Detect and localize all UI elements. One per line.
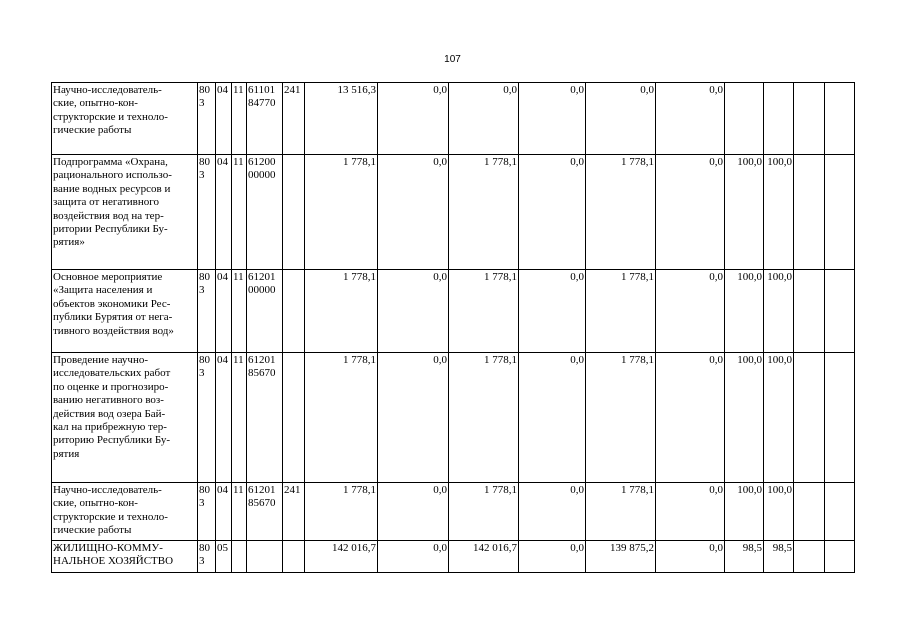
code-target-article [247,83,283,155]
value-v1: 1 778,1 [305,155,378,270]
row-name-line: ванию негативного воз- [53,394,164,407]
row-name [52,270,198,353]
value-v3: 1 778,1 [449,270,519,353]
row-name-line: структорские и техноло- [53,110,168,123]
row-name-line: Проведение научно- [53,354,148,366]
value-v4: 0,0 [519,483,586,541]
code-subsection [232,541,247,573]
table-row [52,353,855,483]
value-v3: 0,0 [449,83,519,155]
page-number: 107 [444,54,461,65]
code-subsection: 11 [232,353,247,483]
row-name-line: Научно-исследователь- [53,84,162,96]
value-v5: 139 875,2 [586,541,656,573]
value-v5: 1 778,1 [586,155,656,270]
row-name-line: структорские и техноло- [53,510,168,523]
value-v2: 0,0 [378,155,449,270]
row-name-line: рятия [53,447,80,460]
value-v3: 1 778,1 [449,155,519,270]
code-ministry: 803 [198,353,216,483]
code-target-article-line: 61201 [248,271,276,283]
value-v6: 0,0 [656,270,725,353]
code-ministry: 803 [198,541,216,573]
code-target-article-line: 61201 [248,484,276,496]
value-v1: 1 778,1 [305,483,378,541]
row-name-line: по оценке и прогнозиро- [53,380,169,393]
code-subsection: 11 [232,483,247,541]
row-name-line: объектов экономики Рес- [53,297,171,310]
row-name-line: воздействия вод на тер- [53,209,164,222]
value-v9 [794,483,825,541]
row-name-line: рационального использо- [53,169,172,182]
value-v3: 1 778,1 [449,483,519,541]
value-v4: 0,0 [519,83,586,155]
row-name-line: Подпрограмма «Охрана, [53,156,168,168]
row-name-line: ские, опытно-кон- [53,97,138,110]
row-name-line: вание водных ресурсов и [53,182,171,195]
code-section: 04 [216,155,232,270]
value-v7: 100,0 [725,483,764,541]
value-empty [825,270,855,353]
value-v4: 0,0 [519,541,586,573]
value-v4: 0,0 [519,155,586,270]
code-target-article-line: 84770 [248,97,276,110]
row-name [52,483,198,541]
value-v6: 0,0 [656,353,725,483]
code-target-article [247,541,283,573]
code-ministry: 803 [198,270,216,353]
value-v9 [794,541,825,573]
value-v3: 1 778,1 [449,353,519,483]
value-v5: 1 778,1 [586,483,656,541]
value-v5: 1 778,1 [586,270,656,353]
value-v7: 100,0 [725,155,764,270]
value-v2: 0,0 [378,541,449,573]
code-section: 04 [216,83,232,155]
code-target-article-line: 00000 [248,169,276,182]
row-name-line: защита от негативного [53,196,159,209]
code-target-article [247,483,283,541]
row-name [52,353,198,483]
row-name-line: «Защита населения и [53,284,153,297]
budget-table [51,82,855,573]
code-ministry: 803 [198,155,216,270]
value-v2: 0,0 [378,270,449,353]
row-name [52,83,198,155]
code-target-article [247,353,283,483]
code-section: 04 [216,483,232,541]
code-expense-type [283,353,305,483]
code-target-article-line: 61200 [248,156,276,168]
row-name-line: исследовательских работ [53,367,171,380]
table-row [52,541,855,573]
value-v7: 100,0 [725,270,764,353]
value-v8: 100,0 [764,155,794,270]
row-name-line: гические работы [53,124,132,137]
value-v3: 142 016,7 [449,541,519,573]
value-v8: 100,0 [764,353,794,483]
value-v9 [794,155,825,270]
value-empty [825,155,855,270]
value-v9 [794,270,825,353]
value-v6: 0,0 [656,483,725,541]
value-v6: 0,0 [656,83,725,155]
row-name-line: Основное мероприятие [53,271,163,283]
table-row [52,155,855,270]
table-row [52,83,855,155]
code-target-article-line: 85670 [248,497,276,510]
value-v2: 0,0 [378,83,449,155]
code-section: 04 [216,353,232,483]
row-name [52,155,198,270]
value-empty [825,483,855,541]
value-v1: 1 778,1 [305,353,378,483]
row-name-line: ские, опытно-кон- [53,497,138,510]
value-v2: 0,0 [378,483,449,541]
row-name-line: ЖИЛИЩНО-КОММУ- [53,542,163,554]
table-body [52,83,855,573]
value-v4: 0,0 [519,353,586,483]
value-v9 [794,353,825,483]
value-v7 [725,83,764,155]
row-name-line: кал на прибрежную тер- [53,421,167,434]
code-subsection: 11 [232,155,247,270]
table-row [52,483,855,541]
value-empty [825,541,855,573]
code-target-article-line: 61101 [248,84,276,96]
code-target-article [247,155,283,270]
code-target-article-line: 00000 [248,284,276,297]
code-expense-type: 241 [283,83,305,155]
value-v7: 100,0 [725,353,764,483]
value-v5: 0,0 [586,83,656,155]
row-name-line: Научно-исследователь- [53,484,162,496]
code-expense-type [283,541,305,573]
value-empty [825,353,855,483]
table-row [52,270,855,353]
row-name-line: гические работы [53,524,132,537]
value-v6: 0,0 [656,541,725,573]
value-v8 [764,83,794,155]
value-v1: 13 516,3 [305,83,378,155]
value-v1: 1 778,1 [305,270,378,353]
value-empty [825,83,855,155]
value-v2: 0,0 [378,353,449,483]
value-v7: 98,5 [725,541,764,573]
code-expense-type [283,155,305,270]
row-name-line: действия вод озера Бай- [53,407,166,420]
row-name-line: тивного воздействия вод» [53,324,174,337]
value-v8: 100,0 [764,483,794,541]
code-section: 05 [216,541,232,573]
code-subsection: 11 [232,83,247,155]
code-target-article-line: 85670 [248,367,276,380]
value-v6: 0,0 [656,155,725,270]
value-v1: 142 016,7 [305,541,378,573]
value-v9 [794,83,825,155]
code-expense-type [283,270,305,353]
code-ministry: 803 [198,83,216,155]
value-v5: 1 778,1 [586,353,656,483]
code-section: 04 [216,270,232,353]
code-target-article-line: 61201 [248,354,276,366]
value-v8: 100,0 [764,270,794,353]
row-name-line: ритории Республики Бу- [53,223,168,236]
code-ministry: 803 [198,483,216,541]
value-v4: 0,0 [519,270,586,353]
row-name [52,541,198,573]
code-expense-type: 241 [283,483,305,541]
code-target-article [247,270,283,353]
row-name-line: рятия» [53,236,85,249]
row-name-line: риторию Республики Бу- [53,434,171,447]
row-name-line: НАЛЬНОЕ ХОЗЯЙСТВО [53,555,174,568]
value-v8: 98,5 [764,541,794,573]
row-name-line: публики Бурятия от нега- [53,311,173,324]
code-subsection: 11 [232,270,247,353]
